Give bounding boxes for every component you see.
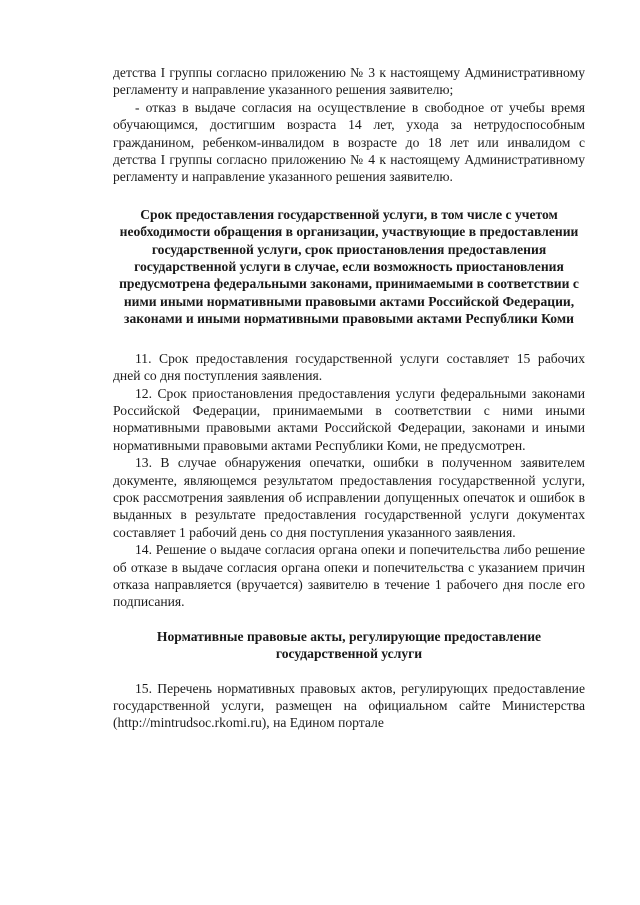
paragraph-14: 14. Решение о выдаче согласия органа опеки и попечительства либо решение об отказе в выдаче согласия органа опеки и попечительства с указанием причин отказа направляется (вручается) заявителю в течение 1 рабочего дня после его подписания. [113, 542, 585, 610]
section-heading-term: Срок предоставления государственной услуги, в том числе с учетом необходимости обращения в организации, участвующие в предоставлении государственной услуги, срок приостановления предоставления государственной услуги в случае, если возможность приостановления предусмотрена федеральными законами, принимаемыми в соответствии с ними иными нормативными правовыми актами Российской Федерации, законами и иными нормативными правовыми актами Республики Коми [119, 206, 579, 327]
paragraph-continuation: детства I группы согласно приложению № 3 к настоящему Административному регламенту и направление указанного решения заявителю; [113, 65, 585, 98]
section-heading-normative-acts: Нормативные правовые акты, регулирующие предоставление государственной услуги [156, 628, 542, 662]
paragraph-13: 13. В случае обнаружения опечатки, ошибки в полученном заявителем документе, являющемся результатом предоставления государственной услуги, срок рассмотрения заявления об исправлении допущенных опечаток и ошибок в выданных в результате предоставления государственной услуги документах составляет 1 рабочий день со дня поступления указанного заявления. [113, 455, 585, 540]
paragraph-15: 15. Перечень нормативных правовых актов, регулирующих предоставление государственной услуги, размещен на официальном сайте Министерства (http://mintrudsoc.rkomi.ru), на Едином портале [113, 680, 585, 731]
paragraph-11: 11. Срок предоставления государственной услуги составляет 15 рабочих дней со дня поступления заявления. [113, 350, 585, 384]
paragraph-12: 12. Срок приостановления предоставления услуги федеральными законами Российской Федерации, принимаемыми в соответствии с ними иными нормативными правовыми актами Российской Федерации, законами и иными нормативными правовыми актами Республики Коми, не предусмотрен. [113, 385, 585, 453]
document-body [113, 64, 585, 732]
paragraph-refusal: - отказ в выдаче согласия на осуществление в свободное от учебы время обучающимся, достигшим возраста 14 лет, ухода за нетрудоспособным гражданином, ребенком-инвалидом в возрасте до 18 лет или инвалидом с детства I группы согласно приложению № 4 к настоящему Административному регламенту и направление указанного решения заявителю. [113, 99, 585, 185]
